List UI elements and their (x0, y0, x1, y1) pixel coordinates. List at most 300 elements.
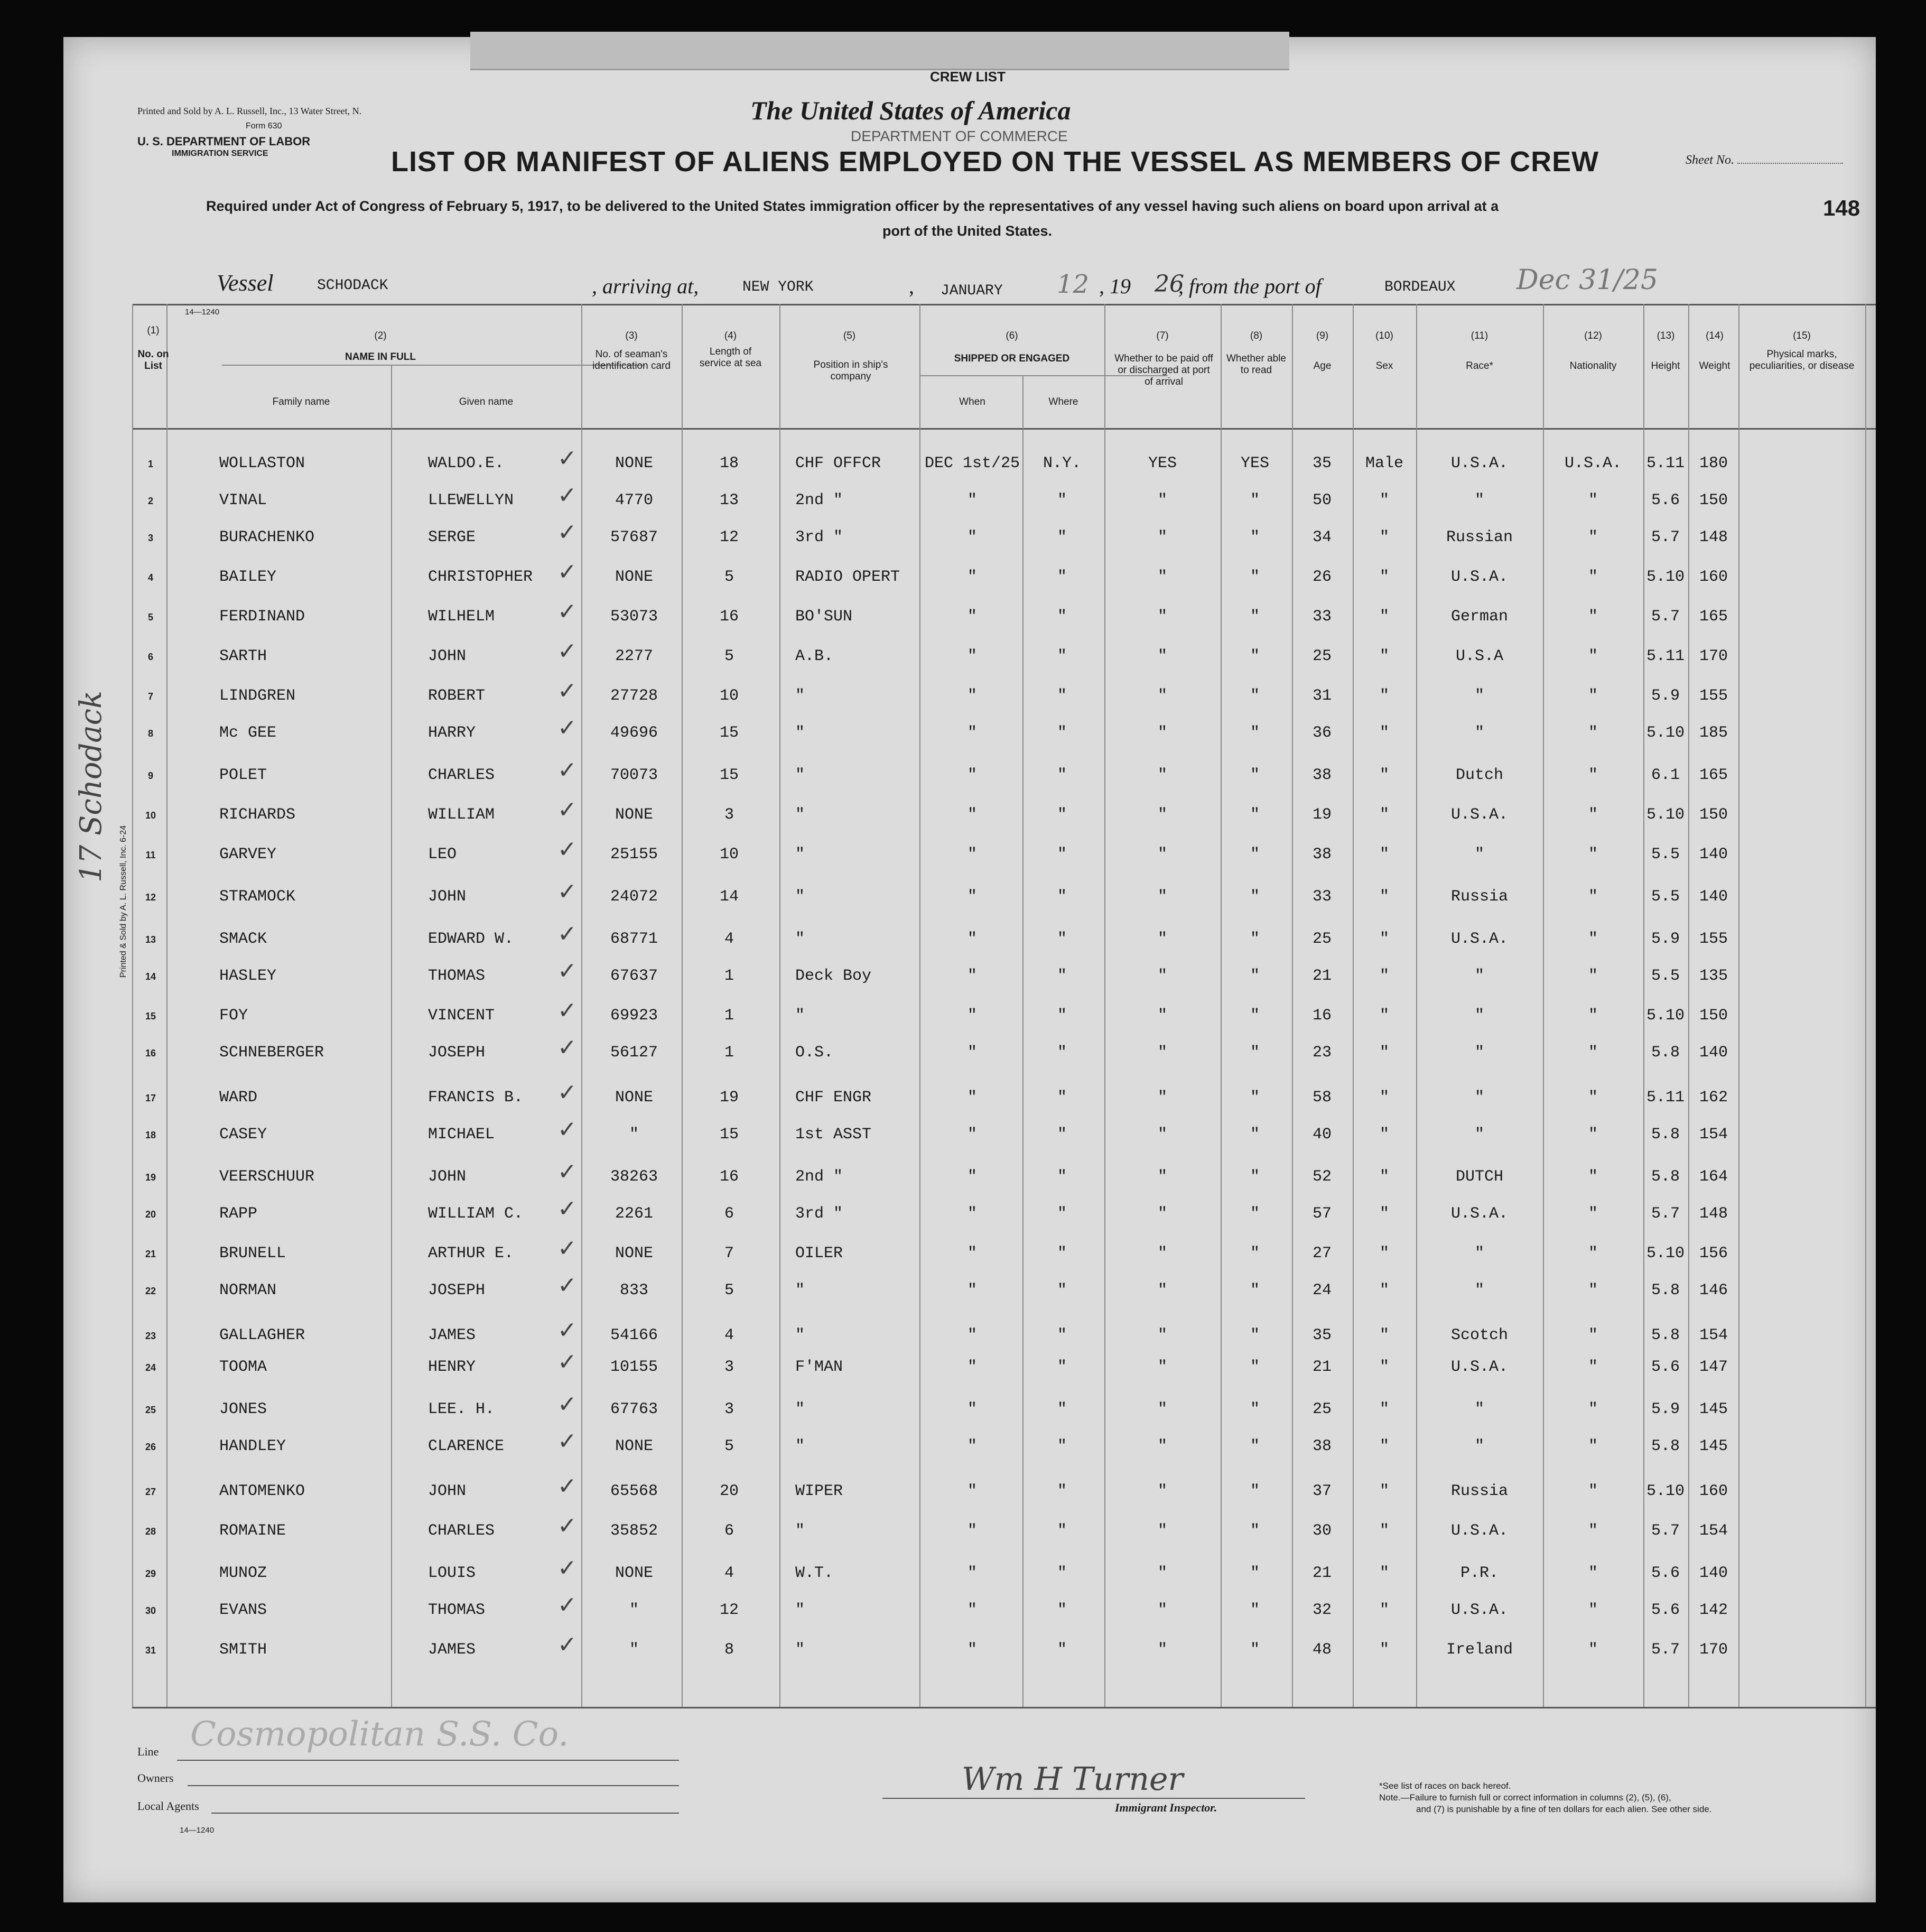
manifest-title: LIST OR MANIFEST OF ALIENS EMPLOYED ON THE VESSEL AS MEMBERS OF CREW (391, 146, 1599, 178)
cell-card: NONE (615, 568, 654, 586)
cell-read: " (1250, 528, 1260, 546)
cell-read: " (1250, 647, 1260, 665)
cell-age: 34 (1312, 528, 1332, 546)
cell-race: " (1474, 1007, 1485, 1025)
cell-sex: " (1379, 1244, 1390, 1262)
cell-where: N.Y. (1043, 454, 1082, 472)
cell-height: 5.11 (1646, 1089, 1685, 1107)
cell-card: " (629, 1641, 639, 1659)
cell-where: " (1057, 647, 1067, 665)
cell-age: 21 (1312, 1358, 1332, 1376)
cell-family: RICHARDS (219, 806, 296, 824)
cell-race: U.S.A. (1450, 1358, 1509, 1376)
cell-age: 38 (1312, 846, 1332, 863)
cell-weight: 155 (1699, 930, 1728, 948)
col-rule (682, 304, 683, 1707)
cell-nationality: U.S.A. (1564, 454, 1622, 472)
cell-where: " (1057, 1281, 1067, 1299)
cell-sex: " (1379, 1281, 1390, 1299)
cell-given: FRANCIS B. (428, 1089, 524, 1107)
cell-height: 5.5 (1651, 967, 1680, 985)
cell-sex: " (1379, 724, 1390, 742)
col7-number: (7) (1156, 330, 1169, 341)
cell-age: 33 (1312, 888, 1332, 906)
cell-height: 5.5 (1651, 888, 1680, 906)
cell-family: CASEY (219, 1126, 267, 1144)
cell-given: JOSEPH (428, 1281, 486, 1299)
cell-nationality: " (1588, 1326, 1598, 1344)
cell-race: " (1474, 1044, 1485, 1062)
cell-position: OILER (795, 1244, 843, 1262)
cell-paid: " (1157, 1168, 1168, 1186)
cell-height: 5.6 (1651, 1358, 1680, 1376)
cell-race: P.R. (1460, 1564, 1499, 1582)
table-top-rule (132, 304, 1876, 305)
cell-paid: " (1157, 888, 1168, 906)
cell-position: " (795, 846, 805, 863)
cell-read: " (1250, 766, 1260, 784)
cell-given: ROBERT (428, 687, 486, 705)
line-label: Line (137, 1745, 159, 1758)
row-number: 19 (145, 1172, 156, 1183)
cell-given: WALDO.E. (428, 454, 505, 472)
cell-where: " (1057, 724, 1067, 742)
cell-given: CHARLES (428, 766, 495, 784)
row-number: 16 (145, 1048, 156, 1058)
cell-nationality: " (1588, 1400, 1598, 1418)
cell-paid: " (1157, 766, 1168, 784)
cell-race: " (1474, 1244, 1485, 1262)
cell-paid: " (1157, 1244, 1168, 1262)
cell-sex: " (1379, 806, 1390, 824)
cell-position: " (795, 1007, 805, 1025)
checkmark-icon: ✓ (557, 958, 577, 984)
cell-sex: " (1379, 608, 1390, 626)
sheet-label: Sheet No. (1686, 153, 1734, 167)
cell-paid: " (1157, 930, 1168, 948)
col-rule (132, 304, 133, 1707)
row-number: 9 (147, 770, 154, 781)
cell-read: " (1250, 1089, 1260, 1107)
cell-race: U.S.A. (1450, 1205, 1509, 1223)
row-number: 25 (145, 1405, 156, 1415)
cell-given: ARTHUR E. (428, 1244, 514, 1262)
cell-when: " (967, 568, 978, 586)
col-rule (779, 304, 780, 1707)
cell-given: JAMES (428, 1326, 476, 1344)
cell-sex: " (1379, 1400, 1390, 1418)
col-rule (1688, 304, 1689, 1707)
cell-race: " (1474, 1437, 1485, 1455)
row-number: 5 (147, 612, 154, 623)
cell-family: ROMAINE (219, 1522, 286, 1540)
row-number: 18 (145, 1130, 156, 1140)
cell-position: " (795, 888, 805, 906)
cell-family: STRAMOCK (219, 888, 296, 906)
cell-nationality: " (1588, 967, 1598, 985)
cell-when: " (967, 491, 978, 509)
penalty-note-1: Note.—Failure to furnish full or correct information in columns (2), (5), (6), (1379, 1792, 1671, 1803)
cell-weight: 140 (1699, 888, 1728, 906)
checkmark-icon: ✓ (557, 1349, 577, 1376)
arrival-month: JANUARY (941, 283, 1003, 299)
cell-where: " (1057, 1044, 1067, 1062)
cell-sex: " (1379, 1044, 1390, 1062)
checkmark-icon: ✓ (557, 1317, 577, 1344)
cell-read: " (1250, 1358, 1260, 1376)
row-number: 28 (145, 1526, 156, 1537)
col6a-header: When (959, 396, 985, 407)
col-rule (166, 304, 168, 1707)
cell-weight: 180 (1699, 454, 1728, 472)
cell-height: 5.10 (1646, 1007, 1685, 1025)
cell-age: 38 (1312, 1437, 1332, 1455)
cell-race: U.S.A. (1450, 806, 1509, 824)
cell-paid: " (1157, 528, 1168, 546)
cell-card: 69923 (610, 1007, 658, 1025)
cell-where: " (1057, 1522, 1067, 1540)
cell-height: 5.7 (1651, 1641, 1680, 1659)
cell-position: " (795, 1437, 805, 1455)
cell-read: " (1250, 888, 1260, 906)
cell-paid: " (1157, 1205, 1168, 1223)
cell-nationality: " (1588, 1205, 1598, 1223)
cell-family: HANDLEY (219, 1437, 286, 1455)
cell-service: 6 (724, 1522, 734, 1540)
cell-age: 23 (1312, 1044, 1332, 1062)
cell-service: 4 (724, 930, 734, 948)
cell-paid: " (1157, 967, 1168, 985)
col-rule (1738, 304, 1739, 1707)
cell-paid: " (1157, 1089, 1168, 1107)
col-rule (1543, 304, 1544, 1707)
cell-when: " (967, 1437, 978, 1455)
cell-weight: 148 (1699, 1205, 1728, 1223)
checkmark-icon: ✓ (557, 997, 577, 1024)
cell-sex: " (1379, 1601, 1390, 1619)
cell-card: 68771 (610, 930, 658, 948)
cell-read: " (1250, 1522, 1260, 1540)
row-number: 11 (145, 850, 156, 860)
col-rule (1022, 375, 1024, 1707)
cell-card: 2277 (615, 647, 654, 665)
checkmark-icon: ✓ (557, 1428, 577, 1455)
cell-position: 2nd " (795, 491, 843, 509)
row-number: 13 (145, 934, 156, 945)
cell-sex: " (1379, 1564, 1390, 1582)
cell-card: 10155 (610, 1358, 658, 1376)
cell-age: 21 (1312, 967, 1332, 985)
cell-read: " (1250, 1205, 1260, 1223)
cell-family: MUNOZ (219, 1564, 267, 1582)
cell-sex: " (1379, 1126, 1390, 1144)
cell-weight: 154 (1699, 1326, 1728, 1344)
col-rule (1643, 304, 1644, 1707)
col3-number: (3) (625, 330, 638, 341)
cell-height: 5.6 (1651, 491, 1680, 509)
year-label: , 19 (1099, 274, 1131, 298)
cell-card: 24072 (610, 888, 658, 906)
cell-card: 54166 (610, 1326, 658, 1344)
cell-weight: 154 (1699, 1522, 1728, 1540)
cell-position: 3rd " (795, 1205, 843, 1223)
service-label: IMMIGRATION SERVICE (172, 149, 268, 158)
col2-number: (2) (374, 330, 387, 341)
header-bottom-rule (132, 428, 1876, 430)
arrival-port: NEW YORK (742, 279, 814, 295)
cell-family: SCHNEBERGER (219, 1044, 324, 1062)
cell-when: " (967, 1044, 978, 1062)
cell-race: " (1474, 967, 1485, 985)
cell-weight: 160 (1699, 568, 1728, 586)
cell-card: 57687 (610, 528, 658, 546)
cell-position: 3rd " (795, 528, 843, 546)
owners-underline (188, 1785, 679, 1786)
cell-when: " (967, 687, 978, 705)
cell-age: 25 (1312, 930, 1332, 948)
cell-service: 3 (724, 806, 734, 824)
departure-port: BORDEAUX (1384, 279, 1456, 295)
cell-paid: " (1157, 491, 1168, 509)
cell-position: CHF ENGR (795, 1089, 872, 1107)
cell-where: " (1057, 846, 1067, 863)
cell-height: 5.9 (1651, 687, 1680, 705)
cell-height: 5.8 (1651, 1326, 1680, 1344)
cell-position: " (795, 806, 805, 824)
checkmark-icon: ✓ (557, 638, 577, 665)
inspector-signature: Wm H Turner (962, 1761, 1184, 1798)
cell-race: " (1474, 1281, 1485, 1299)
margin-printer-note: Printed & Sold by A. L. Russell, Inc. 6-24 (119, 825, 128, 978)
cell-paid: " (1157, 1126, 1168, 1144)
cell-age: 35 (1312, 1326, 1332, 1344)
cell-height: 5.11 (1646, 454, 1685, 472)
col11-number: (11) (1471, 330, 1488, 341)
cell-weight: 140 (1699, 1044, 1728, 1062)
cell-paid: " (1157, 1522, 1168, 1540)
cell-weight: 145 (1699, 1400, 1728, 1418)
cell-family: WARD (219, 1089, 258, 1107)
cell-paid: YES (1148, 454, 1177, 472)
row-number: 12 (145, 892, 156, 903)
cell-sex: " (1379, 846, 1390, 863)
cell-where: " (1057, 1400, 1067, 1418)
subtitle-line-1: Required under Act of Congress of February 5, 1917, to be delivered to the United States immigration officer by the representatives of any vessel having such aliens on board upon arrival at a (206, 198, 1499, 214)
row-number: 21 (145, 1249, 156, 1259)
cell-weight: 142 (1699, 1601, 1728, 1619)
cell-position: " (795, 1641, 805, 1659)
cell-read: " (1250, 1326, 1260, 1344)
cell-paid: " (1157, 687, 1168, 705)
cell-sex: " (1379, 766, 1390, 784)
col4-header: Length of service at sea (699, 346, 762, 369)
cell-card: NONE (615, 454, 654, 472)
row-number: 24 (145, 1362, 156, 1373)
cell-where: " (1057, 806, 1067, 824)
cell-race: Russian (1446, 528, 1513, 546)
cell-position: " (795, 930, 805, 948)
cell-given: JOHN (428, 647, 467, 665)
col6-number: (6) (1006, 330, 1018, 341)
cell-when: " (967, 1358, 978, 1376)
cell-given: MICHAEL (428, 1126, 495, 1144)
cell-age: 33 (1312, 608, 1332, 626)
col9-number: (9) (1316, 330, 1329, 341)
cell-read: " (1250, 1437, 1260, 1455)
cell-given: WILHELM (428, 608, 495, 626)
cell-nationality: " (1588, 1641, 1598, 1659)
cell-read: " (1250, 1281, 1260, 1299)
cell-sex: " (1379, 528, 1390, 546)
cell-when: " (967, 1205, 978, 1223)
cell-family: BRUNELL (219, 1244, 286, 1262)
cell-age: 25 (1312, 647, 1332, 665)
vessel-label: Vessel (217, 270, 274, 296)
checkmark-icon: ✓ (557, 1272, 577, 1299)
cell-where: " (1057, 1089, 1067, 1107)
cell-service: 16 (719, 608, 739, 626)
cell-family: TOOMA (219, 1358, 267, 1376)
row-number: 6 (147, 652, 154, 662)
cell-service: 8 (724, 1641, 734, 1659)
torn-edge (470, 32, 1289, 70)
cell-card: 4770 (615, 491, 654, 509)
cell-family: Mc GEE (219, 724, 277, 742)
checkmark-icon: ✓ (557, 836, 577, 863)
cell-when: " (967, 724, 978, 742)
checkmark-icon: ✓ (557, 1079, 577, 1106)
checkmark-icon: ✓ (557, 1235, 577, 1262)
cell-when: " (967, 608, 978, 626)
cell-height: 5.8 (1651, 1437, 1680, 1455)
cell-family: FERDINAND (219, 608, 305, 626)
cell-sex: " (1379, 491, 1390, 509)
cell-family: FOY (219, 1007, 248, 1025)
cell-nationality: " (1588, 1522, 1598, 1540)
cell-age: 50 (1312, 491, 1332, 509)
col6-header: SHIPPED OR ENGAGED (954, 353, 1070, 364)
cell-sex: " (1379, 1089, 1390, 1107)
manifest-sheet (63, 37, 1876, 1902)
cell-read: " (1250, 930, 1260, 948)
checkmark-icon: ✓ (557, 1034, 577, 1061)
cell-weight: 156 (1699, 1244, 1728, 1262)
cell-paid: " (1157, 1326, 1168, 1344)
cell-read: " (1250, 1168, 1260, 1186)
col2a-header: Family name (272, 396, 330, 407)
cell-card: " (629, 1601, 639, 1619)
cell-read: " (1250, 1244, 1260, 1262)
checkmark-icon: ✓ (557, 1116, 577, 1143)
cell-race: Ireland (1446, 1641, 1513, 1659)
cell-card: NONE (615, 1089, 654, 1107)
cell-weight: 140 (1699, 846, 1728, 863)
cell-nationality: " (1588, 1089, 1598, 1107)
cell-weight: 147 (1699, 1358, 1728, 1376)
cell-family: GALLAGHER (219, 1326, 305, 1344)
cell-nationality: " (1588, 568, 1598, 586)
col-rule (1865, 304, 1866, 1707)
cell-height: 5.7 (1651, 608, 1680, 626)
form-number: Form 630 (246, 122, 282, 131)
row-number: 8 (147, 728, 154, 739)
col-rule (1353, 304, 1354, 1707)
cell-given: JAMES (428, 1641, 476, 1659)
cell-sex: " (1379, 1007, 1390, 1025)
cell-service: 3 (724, 1358, 734, 1376)
cell-sex: " (1379, 647, 1390, 665)
cell-given: VINCENT (428, 1007, 495, 1025)
cell-race: " (1474, 491, 1485, 509)
cell-where: " (1057, 1244, 1067, 1262)
cell-sex: " (1379, 568, 1390, 586)
col13-header: Height (1651, 360, 1680, 371)
cell-family: SMACK (219, 930, 267, 948)
cell-age: 32 (1312, 1601, 1332, 1619)
department-fragment: DEPARTMENT OF COMMERCE (851, 128, 1068, 144)
col-rule (919, 304, 920, 1707)
row-number: 26 (145, 1442, 156, 1452)
cell-service: 5 (724, 1281, 734, 1299)
checkmark-icon: ✓ (557, 1391, 577, 1418)
cell-card: 35852 (610, 1522, 658, 1540)
cell-given: EDWARD W. (428, 930, 514, 948)
cell-service: 4 (724, 1326, 734, 1344)
col4-number: (4) (724, 330, 737, 341)
cell-paid: " (1157, 1482, 1168, 1500)
cell-family: LINDGREN (219, 687, 296, 705)
cell-service: 7 (724, 1244, 734, 1262)
cell-weight: 165 (1699, 608, 1728, 626)
cell-race: " (1474, 687, 1485, 705)
cell-age: 37 (1312, 1482, 1332, 1500)
department-label: U. S. DEPARTMENT OF LABOR (137, 135, 311, 148)
sheet-blank (1737, 163, 1843, 164)
cell-age: 35 (1312, 454, 1332, 472)
cell-family: SMITH (219, 1641, 267, 1659)
cell-weight: 160 (1699, 1482, 1728, 1500)
cell-age: 21 (1312, 1564, 1332, 1582)
col2-header: NAME IN FULL (345, 351, 416, 363)
cell-paid: " (1157, 1281, 1168, 1299)
cell-position: Deck Boy (795, 967, 872, 985)
col10-number: (10) (1375, 330, 1393, 341)
cell-paid: " (1157, 1044, 1168, 1062)
cell-card: NONE (615, 1437, 654, 1455)
cell-where: " (1057, 1482, 1067, 1500)
cell-read: " (1250, 687, 1260, 705)
cell-when: " (967, 647, 978, 665)
cell-given: JOSEPH (428, 1044, 486, 1062)
cell-weight: 165 (1699, 766, 1728, 784)
cell-paid: " (1157, 1400, 1168, 1418)
cell-race: U.S.A. (1450, 930, 1509, 948)
signature-line (882, 1798, 1305, 1799)
cell-race: DUTCH (1455, 1168, 1504, 1186)
cell-nationality: " (1588, 1126, 1598, 1144)
cell-family: VINAL (219, 491, 267, 509)
cell-position: WIPER (795, 1482, 843, 1500)
cell-height: 5.6 (1651, 1601, 1680, 1619)
cell-given: LEE. H. (428, 1400, 495, 1418)
cell-read: " (1250, 1601, 1260, 1619)
cell-service: 5 (724, 647, 734, 665)
cell-race: " (1474, 1089, 1485, 1107)
col9-header: Age (1313, 360, 1332, 371)
col-rule (391, 365, 392, 1707)
row-number: 27 (145, 1487, 156, 1497)
cell-position: " (795, 1400, 805, 1418)
